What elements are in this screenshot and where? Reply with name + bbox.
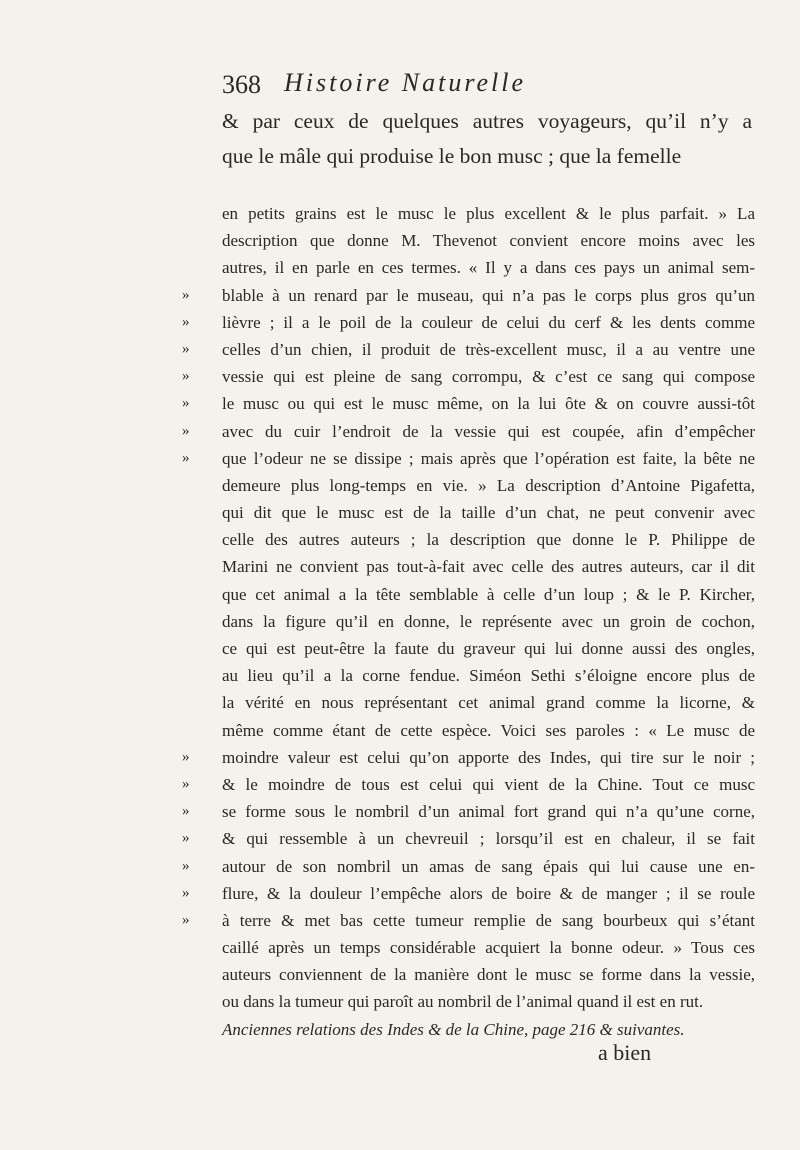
- text-line: [182, 798, 755, 825]
- line-text: celles d’un chien, il produit de très-excellent musc, il a au ventre une: [222, 339, 755, 359]
- intro-line: & par ceux de quelques autres voyageurs, qu’il n’y a: [222, 109, 752, 133]
- quote-mark: »: [182, 449, 190, 466]
- text-line: [182, 853, 755, 880]
- page-number: 368: [222, 70, 261, 99]
- text-line: [210, 581, 755, 608]
- line-text: auteurs conviennent de la manière dont le musc se forme dans la vessie,: [222, 965, 755, 985]
- line-text: ou dans la tumeur qui paroît au nombril de l’animal quand il est en rut.: [222, 992, 704, 1012]
- text-line: [182, 445, 755, 472]
- line-text: autres, il en parle en ces termes. « Il y a dans ces pays un animal sem-: [222, 258, 755, 278]
- line-text: la vérité en nous représentant cet animal grand comme la licorne, &: [222, 693, 755, 713]
- quote-mark: »: [182, 422, 190, 439]
- intro-line: que le mâle qui produise le bon musc ; que la femelle: [222, 144, 682, 168]
- running-title: Histoire Naturelle: [284, 68, 527, 97]
- line-text: le musc ou qui est le musc même, on la lui ôte & on couvre aussi-tôt: [222, 394, 755, 414]
- line-text: au lieu qu’il a la corne fendue. Siméon Sethi s’éloigne encore plus de: [222, 666, 755, 686]
- text-line: [182, 418, 755, 445]
- text-line: [182, 880, 755, 907]
- line-text: même comme étant de cette espèce. Voici ses paroles : « Le musc de: [222, 720, 755, 740]
- quote-mark: »: [182, 830, 190, 847]
- text-line: [182, 771, 755, 798]
- text-line: [210, 499, 755, 526]
- line-text: moindre valeur est celui qu’on apporte des Indes, qui tire sur le noir ;: [222, 747, 755, 767]
- line-text: & qui ressemble à un chevreuil ; lorsqu’il est en chaleur, il se fait: [222, 829, 755, 849]
- quote-mark: »: [182, 395, 190, 412]
- quote-mark: »: [182, 368, 190, 385]
- line-text: qui dit que le musc est de la taille d’un chat, ne peut convenir avec: [222, 503, 755, 523]
- text-line: [210, 988, 755, 1015]
- text-line: [182, 907, 755, 934]
- line-text: lièvre ; il a le poil de la couleur de celui du cerf & les dents comme: [222, 312, 755, 332]
- quote-mark: »: [182, 313, 190, 330]
- text-line: [210, 254, 755, 281]
- text-line: [210, 608, 755, 635]
- catchword: a bien: [598, 1040, 652, 1065]
- line-text: vessie qui est pleine de sang corrompu, & c’est ce sang qui compose: [222, 367, 755, 387]
- text-line: [210, 635, 755, 662]
- text-line: [182, 336, 755, 363]
- line-text: & le moindre de tous est celui qui vient de la Chine. Tout ce musc: [222, 774, 755, 794]
- text-line: [182, 309, 755, 336]
- text-line: [182, 744, 755, 771]
- text-line: [182, 282, 755, 309]
- intro-paragraph: [222, 104, 752, 174]
- line-text: autour de son nombril un amas de sang épais qui lui cause une en-: [222, 856, 755, 876]
- text-line: [182, 363, 755, 390]
- text-line: [182, 825, 755, 852]
- line-text: celle des autres auteurs ; la description que donne le P. Philippe de: [222, 530, 755, 550]
- text-line: [210, 200, 755, 227]
- line-text: blable à un renard par le museau, qui n’a pas le corps plus gros qu’un: [222, 285, 755, 305]
- quote-mark: »: [182, 748, 190, 765]
- text-line: [210, 662, 755, 689]
- text-line: [210, 717, 755, 744]
- line-text: que cet animal a la tête semblable à celle d’un loup ; & le P. Kircher,: [222, 584, 755, 604]
- quote-mark: »: [182, 857, 190, 874]
- line-text: se forme sous le nombril d’un animal fort grand qui n’a qu’une corne,: [222, 802, 755, 822]
- text-line: [210, 227, 755, 254]
- text-line: [210, 472, 755, 499]
- text-line: [182, 390, 755, 417]
- text-line: [210, 526, 755, 553]
- quote-mark: »: [182, 340, 190, 357]
- quote-mark: »: [182, 775, 190, 792]
- line-text: Marini ne convient pas tout-à-fait avec celle des autres auteurs, car il dit: [222, 557, 755, 577]
- text-line: [210, 689, 755, 716]
- text-line: [210, 934, 755, 961]
- citation: Anciennes relations des Indes & de la Chine, page 216 & suivantes.: [222, 1019, 685, 1039]
- line-text: demeure plus long-temps en vie. » La description d’Antoine Pigafetta,: [222, 475, 755, 495]
- line-text: avec du cuir l’endroit de la vessie qui est coupée, afin d’empêcher: [222, 421, 755, 441]
- line-text: description que donne M. Thevenot convient encore moins avec les: [222, 231, 755, 251]
- quote-mark: »: [182, 286, 190, 303]
- line-text: dans la figure qu’il en donne, le représente avec un groin de cochon,: [222, 611, 755, 631]
- quote-mark: »: [182, 911, 190, 928]
- line-text: ce qui est peut-être la faute du graveur qui lui donne aussi des ongles,: [222, 639, 755, 658]
- quote-mark: »: [182, 803, 190, 820]
- body-paragraph: [182, 200, 755, 1043]
- line-text: flure, & la douleur l’empêche alors de boire & de manger ; il se roule: [222, 883, 755, 903]
- line-text: en petits grains est le musc le plus excellent & le plus parfait. » La: [222, 204, 755, 223]
- text-line: [210, 553, 755, 580]
- line-text: que l’odeur ne se dissipe ; mais après que l’opération est faite, la bête ne: [222, 448, 755, 468]
- line-text: à terre & met bas cette tumeur remplie de sang bourbeux qui s’étant: [222, 910, 755, 930]
- quote-mark: »: [182, 884, 190, 901]
- citation-line: [210, 1016, 755, 1043]
- line-text: caillé après un temps considérable acquiert la bonne odeur. » Tous ces: [222, 938, 755, 958]
- text-line: [210, 961, 755, 988]
- page-header: [222, 68, 752, 104]
